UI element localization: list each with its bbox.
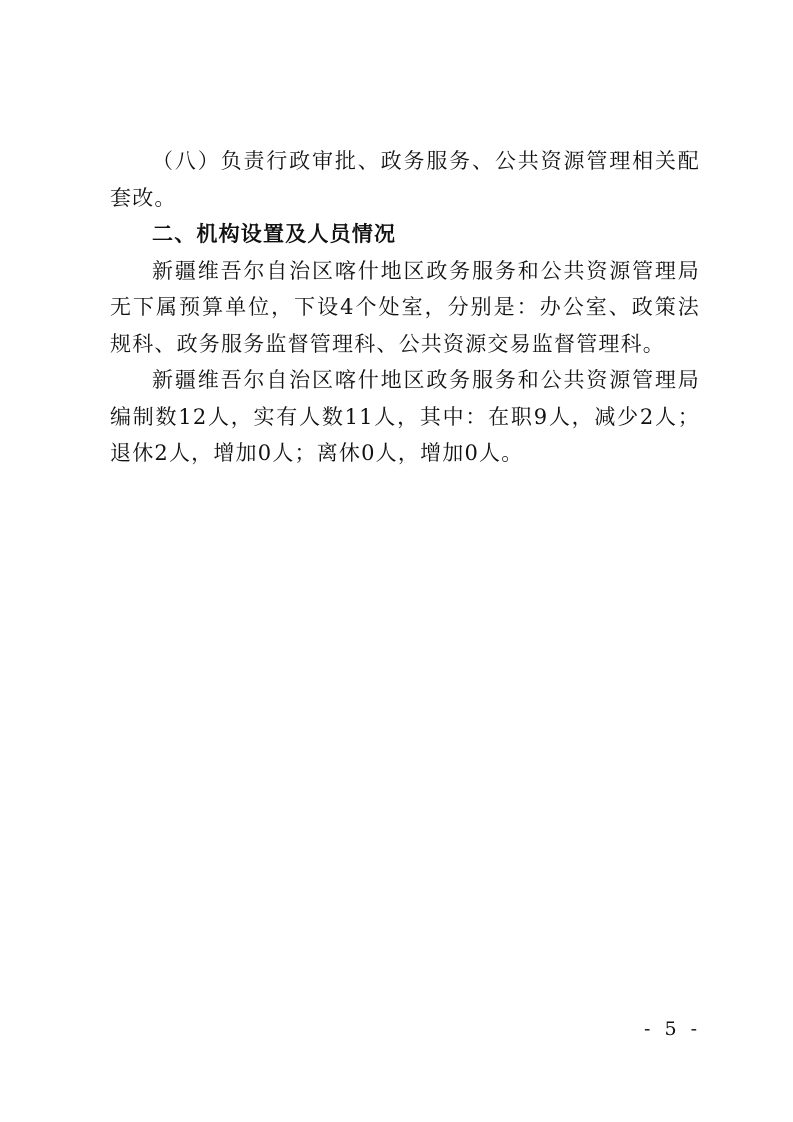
paragraph-org-structure: 新疆维吾尔自治区喀什地区政务服务和公共资源管理局无下属预算单位，下设4个处室，分别是：办公室、政策法规科、政务服务监督管理科、公共资源交易监督管理科。 [110, 258, 700, 356]
section-heading: 二、机构设置及人员情况 [152, 222, 397, 246]
paragraph-staffing: 新疆维吾尔自治区喀什地区政务服务和公共资源管理局编制数12人，实有人数11人，其中：在职9人，减少2人；退休2人，增加0人；离休0人，增加0人。 [110, 368, 700, 465]
document-body [110, 143, 700, 472]
page-number: - 5 - [643, 1018, 701, 1040]
paragraph-item-8: （八）负责行政审批、政务服务、公共资源管理相关配套改。 [110, 149, 700, 210]
